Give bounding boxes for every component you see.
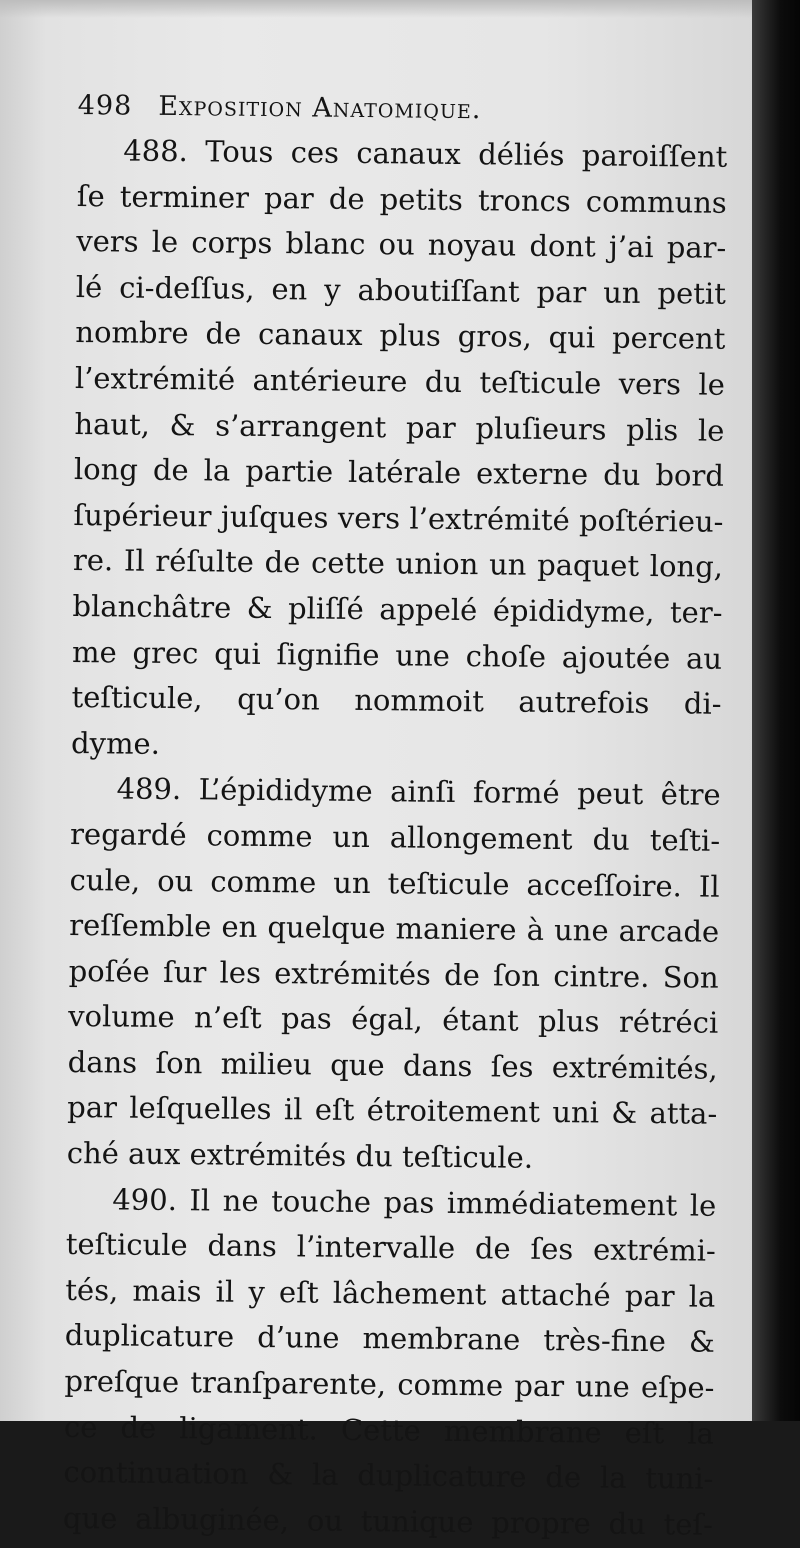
text-line: teſticule dans l’intervalle de ſes extrémi- bbox=[65, 1227, 716, 1268]
text-line: ché aux extrémités du teſticule. bbox=[66, 1136, 534, 1175]
text-line: dyme. bbox=[70, 725, 161, 761]
binding-shadow bbox=[752, 0, 800, 1421]
text-line: volume n’eſt pas égal, étant plus rétréci bbox=[68, 999, 719, 1041]
text-line: long de la partie latérale externe du bord bbox=[73, 452, 725, 493]
text-line: vers le corps blanc ou noyau dont j’ai par- bbox=[76, 224, 727, 265]
running-header bbox=[78, 84, 728, 135]
text-line: nombre de canaux plus gros, qui percent bbox=[75, 315, 726, 357]
text-line: cule, ou comme un teſticule acceſſoire. Il bbox=[69, 862, 720, 904]
text-block bbox=[63, 84, 728, 1548]
text-line: 490. Il ne touche pas immédiatement le bbox=[112, 1182, 717, 1223]
text-line: blanchâtre & pliſſé appelé épididyme, ter- bbox=[72, 588, 723, 630]
text-line: tés, mais il y eſt lâchement attaché par la bbox=[65, 1272, 716, 1314]
text-line: que albuginée, ou tunique propre du teſ- bbox=[62, 1500, 714, 1542]
text-line: lé ci-deſſus, en y aboutiſſant par un petit bbox=[75, 269, 727, 311]
text-line: ce de ligament. Cette membrane eſt la bbox=[63, 1409, 715, 1451]
text-line: dans ſon milieu que dans ſes extrémités, bbox=[67, 1044, 718, 1086]
text-line: preſque tranſparente, comme par une eſpe- bbox=[64, 1363, 715, 1405]
text-line: me grec qui ſignifie une choſe ajoutée au bbox=[71, 634, 723, 676]
paragraph-488 bbox=[71, 128, 728, 773]
text-line: 488. Tous ces canaux déliés paroiſſent bbox=[123, 133, 728, 174]
text-line: regardé comme un allongement du teſti- bbox=[69, 816, 721, 858]
text-line: par leſquelles il eſt étroitement uni & atta- bbox=[67, 1090, 718, 1132]
text-line: l’extrémité antérieure du teſticule vers le bbox=[74, 360, 726, 402]
text-line: reſſemble en quelque maniere à une arcade bbox=[69, 908, 720, 949]
page-number: 498 bbox=[77, 89, 133, 122]
text-line: duplicature d’une membrane très-fine & bbox=[64, 1318, 716, 1360]
paragraph-489 bbox=[67, 766, 721, 1183]
running-title: Exposition Anatomique. bbox=[158, 90, 482, 126]
text-line: 489. L’épididyme ainſi formé peut être bbox=[116, 771, 721, 813]
text-line: ſe terminer par de petits troncs communs bbox=[76, 178, 727, 220]
text-line: haut, & s’arrangent par pluſieurs plis le bbox=[74, 406, 725, 448]
text-line: teſticule, qu’on nommoit autrefois di- bbox=[71, 680, 722, 721]
text-line: continuation & la duplicature de la tuni- bbox=[63, 1455, 714, 1496]
text-line: re. Il réſulte de cette union un paquet long, bbox=[72, 543, 724, 585]
text-line: poſée ſur les extrémités de ſon cintre. Son bbox=[68, 953, 719, 995]
page-top-edge bbox=[0, 0, 770, 18]
paragraph-490 bbox=[63, 1177, 717, 1548]
text-line: ſupérieur juſques vers l’extrémité poſtérieu- bbox=[73, 497, 724, 539]
